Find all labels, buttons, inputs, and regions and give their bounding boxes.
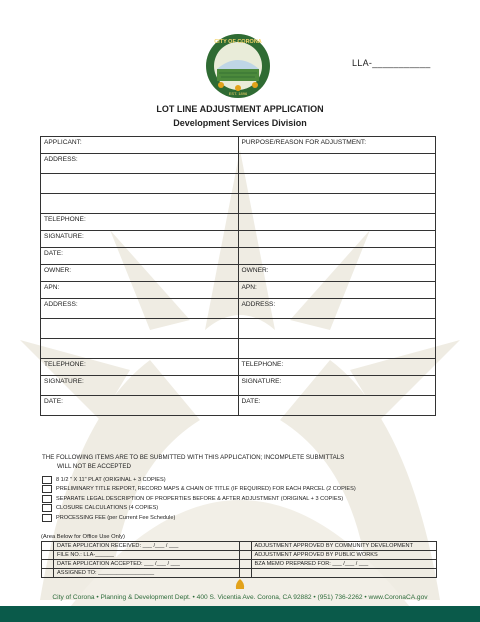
owner2-signature-field[interactable]: SIGNATURE: (238, 376, 436, 396)
checklist-item-label: PROCESSING FEE (per Current Fee Schedule) (56, 514, 176, 521)
applicant-date-field[interactable]: DATE: (41, 248, 239, 265)
owner1-apn-field[interactable]: APN: (41, 282, 239, 299)
applicant-address-line-2[interactable] (41, 174, 239, 194)
seal-bottom-text: EST. 1896 (228, 91, 248, 96)
owner2-address-line-3[interactable] (238, 339, 436, 359)
page-title: LOT LINE ADJUSTMENT APPLICATION (156, 104, 324, 114)
checklist-item (42, 494, 356, 504)
owner2-address-field[interactable]: ADDRESS: (238, 299, 436, 319)
owner2-address-line-2[interactable] (238, 319, 436, 339)
applicant-address-line-3[interactable] (41, 194, 239, 214)
purpose-line-2[interactable] (238, 174, 436, 194)
office-right-item[interactable] (251, 569, 437, 578)
footer-bar (0, 606, 480, 622)
office-checkbox[interactable] (42, 569, 54, 578)
checkbox[interactable] (42, 476, 52, 484)
application-form (40, 136, 436, 416)
purpose-field[interactable]: PURPOSE/REASON FOR ADJUSTMENT: (238, 137, 436, 154)
office-use-table (41, 541, 437, 578)
owner2-apn-field[interactable]: APN: (238, 282, 436, 299)
purpose-line-5[interactable] (238, 231, 436, 248)
owner1-telephone-field[interactable]: TELEPHONE: (41, 359, 239, 376)
checklist-item-label: CLOSURE CALCULATIONS (4 COPIES) (56, 505, 159, 512)
checklist-item-label: 8 1/2 " X 11" PLAT (ORIGINAL + 3 COPIES) (56, 476, 166, 483)
checkbox[interactable] (42, 485, 52, 493)
lla-number-field[interactable]: LLA-___________ (352, 58, 431, 68)
office-left-item[interactable]: DATE APPLICATION ACCEPTED: ___ /___ / ___ (54, 560, 240, 569)
checkbox[interactable] (42, 504, 52, 512)
purpose-line-6[interactable] (238, 248, 436, 265)
owner1-address-line-3[interactable] (41, 339, 239, 359)
office-use-label: (Area Below for Office Use Only) (41, 534, 125, 540)
owner1-date-field[interactable]: DATE: (41, 396, 239, 416)
purpose-line-3[interactable] (238, 194, 436, 214)
office-right-item[interactable]: ADJUSTMENT APPROVED BY PUBLIC WORKS (251, 551, 437, 560)
owner1-field[interactable]: OWNER: (41, 265, 239, 282)
office-checkbox[interactable] (42, 551, 54, 560)
checklist-item (42, 485, 356, 495)
office-left-item[interactable]: FILE NO.: LLA-______ (54, 551, 240, 560)
seal-top-text: CITY OF CORONA (214, 39, 262, 45)
footer-contact: City of Corona • Planning & Development Dept. • 400 S. Vicentia Ave. Corona, CA 92882 • (951) 736-2262 • www.CoronaCA.gov (52, 594, 428, 601)
office-checkbox[interactable] (239, 542, 251, 551)
checkbox[interactable] (42, 514, 52, 522)
submittal-notice (42, 453, 344, 471)
notice-line-2: WILL NOT BE ACCEPTED (57, 463, 131, 470)
office-left-item[interactable]: ASSIGNED TO: __________________ (54, 569, 240, 578)
purpose-line-1[interactable] (238, 154, 436, 174)
checklist-item (42, 475, 356, 485)
checklist-item (42, 504, 356, 514)
office-checkbox[interactable] (42, 542, 54, 551)
office-left-item[interactable]: DATE APPLICATION RECEIVED: ___ /___ / ___ (54, 542, 240, 551)
owner1-signature-field[interactable]: SIGNATURE: (41, 376, 239, 396)
checklist-item (42, 513, 356, 523)
office-right-item[interactable]: ADJUSTMENT APPROVED BY COMMUNITY DEVELOPMENT (251, 542, 437, 551)
owner2-telephone-field[interactable]: TELEPHONE: (238, 359, 436, 376)
owner1-address-line-2[interactable] (41, 319, 239, 339)
applicant-address-field[interactable]: ADDRESS: (41, 154, 239, 174)
applicant-telephone-field[interactable]: TELEPHONE: (41, 214, 239, 231)
checklist-item-label: PRELIMINARY TITLE REPORT, RECORD MAPS & CHAIN OF TITLE (IF REQUIRED) FOR EACH PARCEL (2 COPIES) (56, 486, 356, 493)
crown-mini-icon (234, 577, 246, 591)
page-subtitle: Development Services Division (173, 118, 307, 128)
checklist-item-label: SEPARATE LEGAL DESCRIPTION OF PROPERTIES BEFORE & AFTER ADJUSTMENT (ORIGINAL + 3 COPIES) (56, 495, 344, 502)
office-checkbox[interactable] (239, 551, 251, 560)
office-right-item[interactable]: BZA MEMO PREPARED FOR: ___ /___ / ___ (251, 560, 437, 569)
office-checkbox[interactable] (239, 560, 251, 569)
checkbox[interactable] (42, 495, 52, 503)
purpose-line-4[interactable] (238, 214, 436, 231)
owner2-date-field[interactable]: DATE: (238, 396, 436, 416)
applicant-field[interactable]: APPLICANT: (41, 137, 239, 154)
applicant-signature-field[interactable]: SIGNATURE: (41, 231, 239, 248)
office-checkbox[interactable] (42, 560, 54, 569)
notice-line-1: THE FOLLOWING ITEMS ARE TO BE SUBMITTED WITH THIS APPLICATION; INCOMPLETE SUBMITTALS (42, 454, 345, 461)
submittal-checklist (42, 475, 356, 523)
owner2-field[interactable]: OWNER: (238, 265, 436, 282)
owner1-address-field[interactable]: ADDRESS: (41, 299, 239, 319)
city-seal-logo (205, 33, 271, 99)
